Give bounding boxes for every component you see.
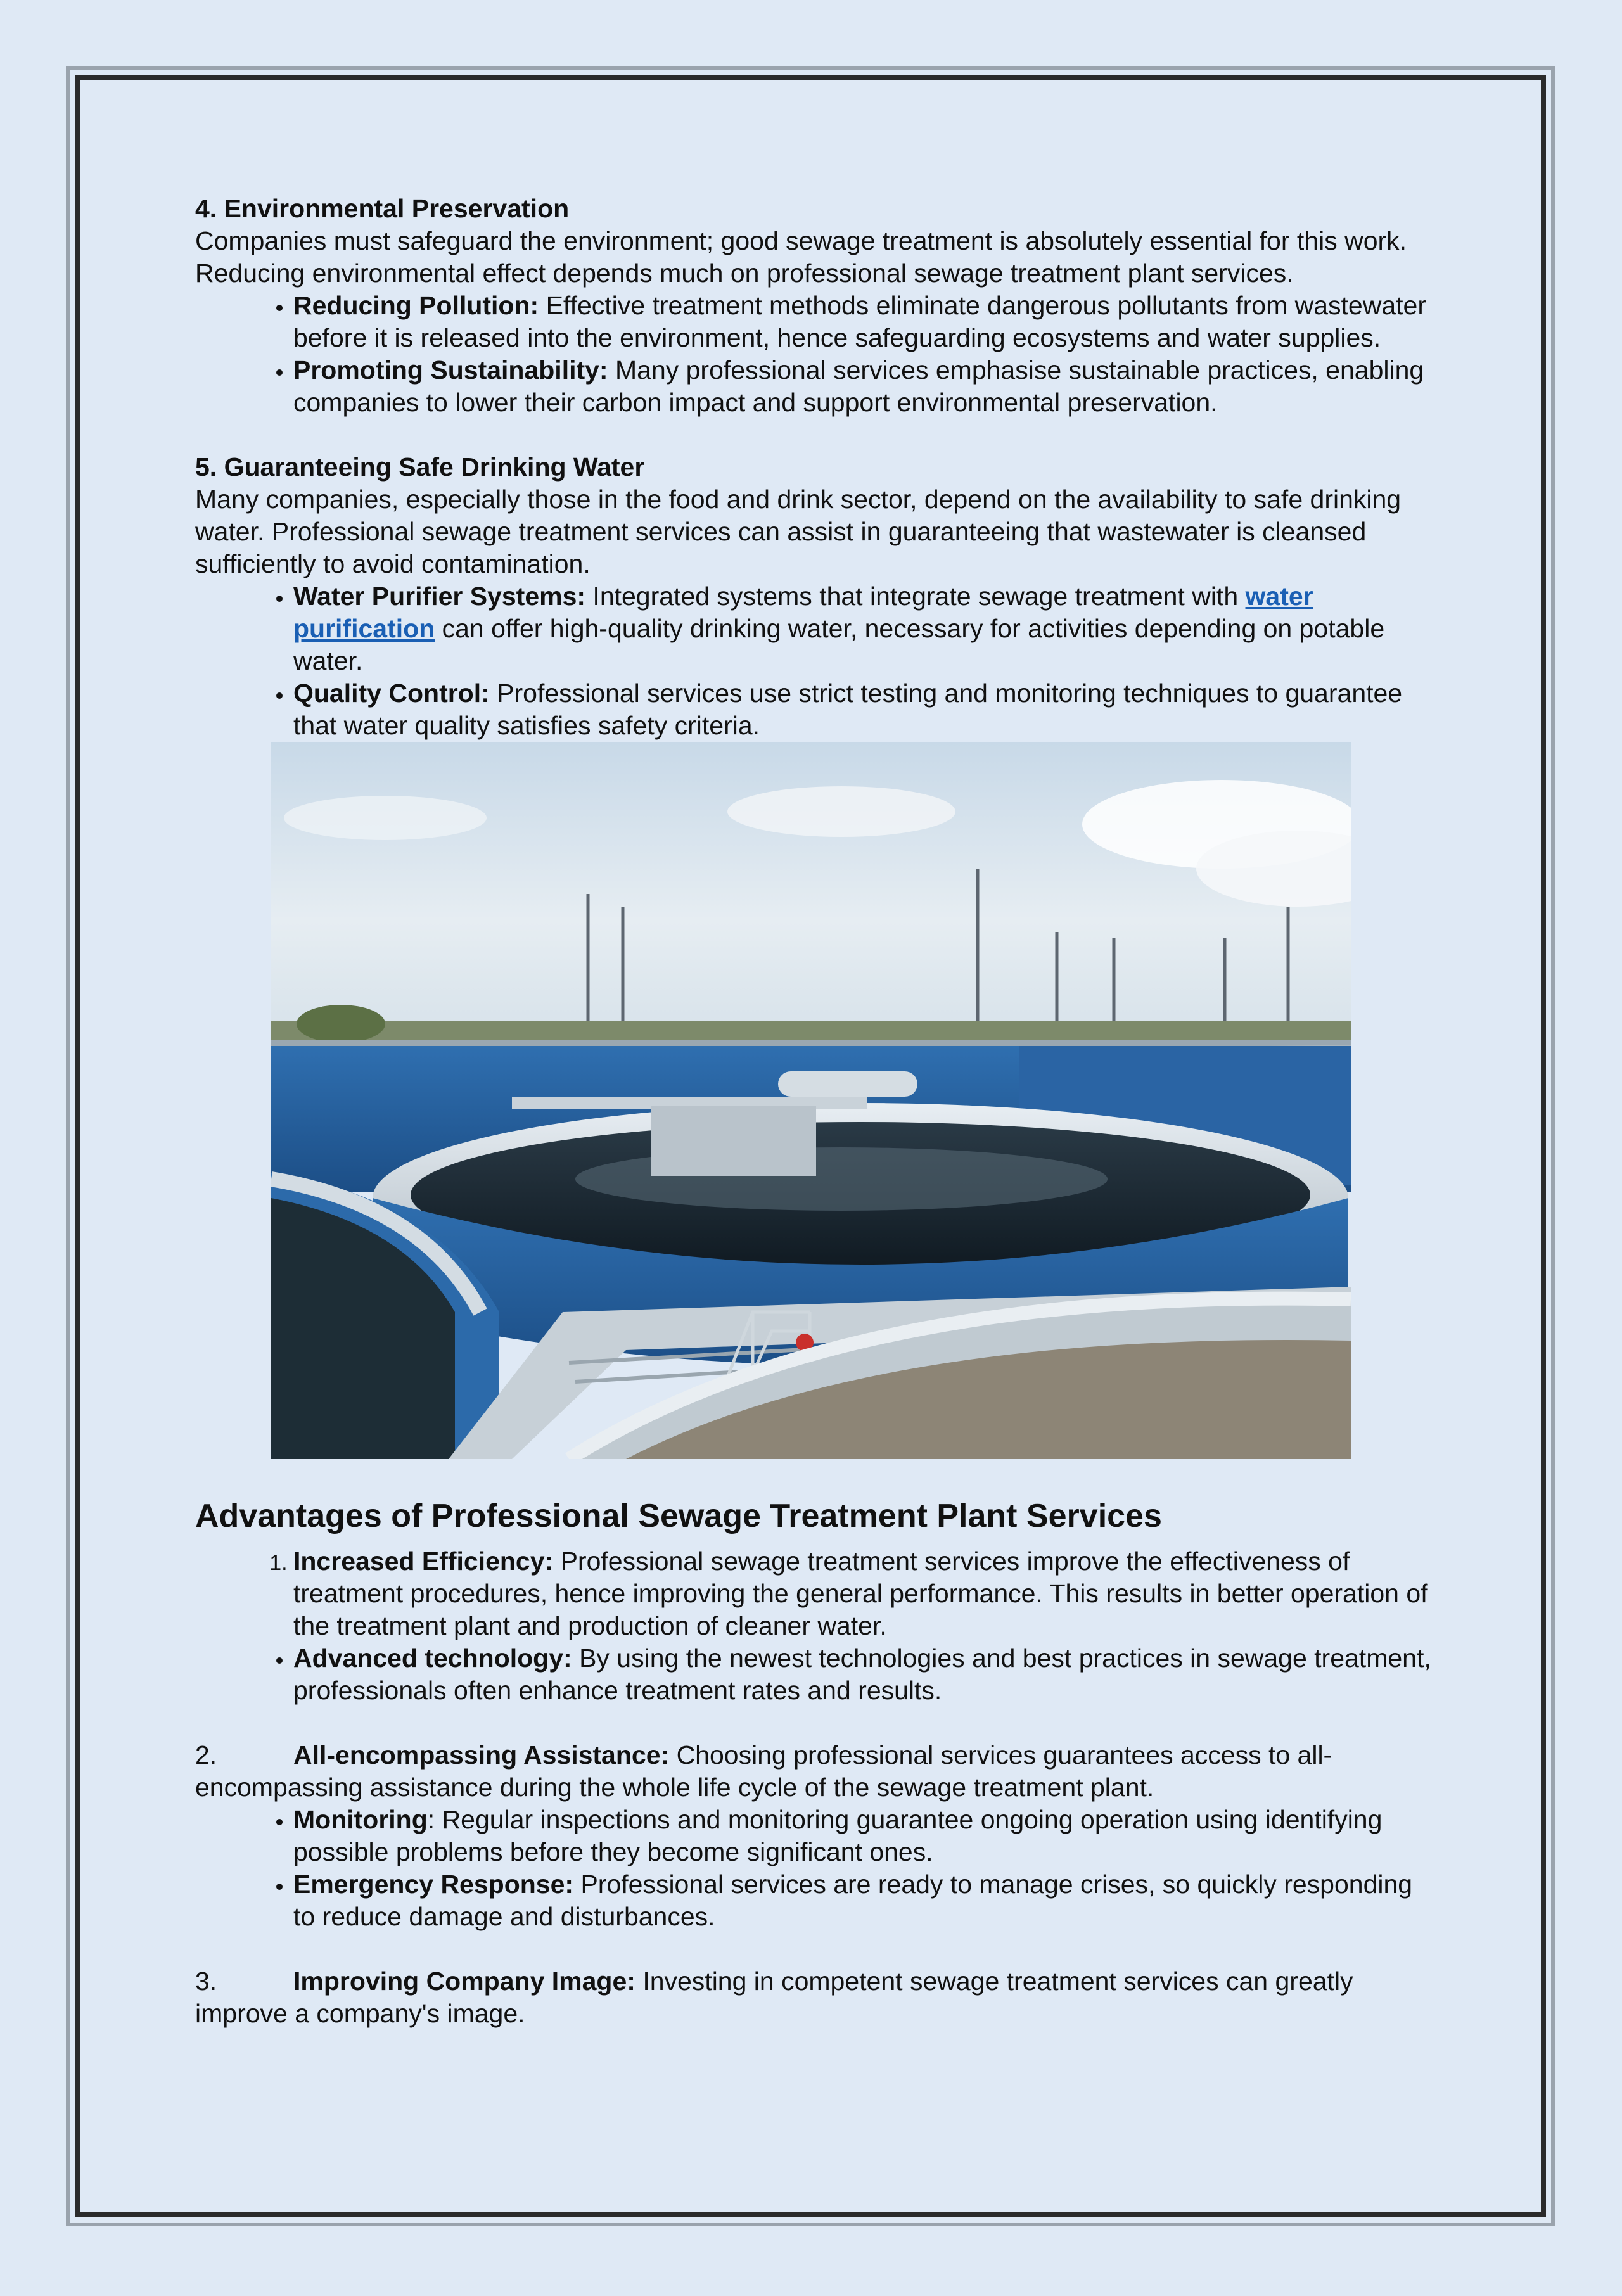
- advantages-heading: Advantages of Professional Sewage Treatment Plant Services: [195, 1498, 1162, 1534]
- list-item: [293, 580, 1437, 677]
- item-label: Increased Efficiency:: [293, 1547, 554, 1576]
- bullet-text: Professional services are ready to manage crises, so quickly responding to reduce damage and disturbances.: [293, 1870, 1413, 1931]
- bullet-text: Professional services use strict testing and monitoring techniques to guarantee that water quality satisfies safety criteria.: [293, 679, 1403, 740]
- document-body: [195, 193, 1437, 2030]
- bullet-text: : Regular inspections and monitoring guarantee ongoing operation using identifying possible problems before they become significant ones.: [293, 1805, 1383, 1866]
- item-number: 3.: [195, 1967, 217, 1996]
- list-item: [293, 1868, 1437, 1933]
- bullet-label: Reducing Pollution:: [293, 291, 539, 320]
- bullet-text: can offer high-quality drinking water, necessary for activities depending on potable water.: [293, 614, 1385, 675]
- bullet-text: Many professional services emphasise sustainable practices, enabling companies to lower their carbon impact and support environmental preservation.: [293, 355, 1424, 417]
- section4-heading: 4. Environmental Preservation: [195, 194, 570, 223]
- advantages-numbered-list: [195, 1545, 1437, 1642]
- advantages-item3: [195, 1965, 1437, 2030]
- list-item: [293, 354, 1437, 419]
- bullet-label: Promoting Sustainability:: [293, 355, 608, 385]
- item-label: All-encompassing Assistance:: [293, 1740, 670, 1770]
- list-item: [293, 1642, 1437, 1707]
- section5-heading: 5. Guaranteeing Safe Drinking Water: [195, 452, 645, 482]
- sewage-plant-photo: [271, 742, 1351, 1459]
- water-purification-link[interactable]: water purification: [293, 582, 1313, 643]
- bullet-label: Emergency Response:: [293, 1870, 574, 1899]
- section5-intro: Many companies, especially those in the food and drink sector, depend on the availability to safe drinking water. Professional sewage treatment services can assist in guaranteeing that wastewater is cleansed sufficiently to avoid contamination.: [195, 485, 1402, 578]
- bullet-text: By using the newest technologies and best practices in sewage treatment, professionals often enhance treatment rates and results.: [293, 1643, 1431, 1705]
- bullet-text: Integrated systems that integrate sewage treatment with: [585, 582, 1246, 611]
- list-item: [293, 1545, 1437, 1642]
- list-item: [293, 290, 1437, 354]
- list-item: [293, 677, 1437, 742]
- section4-intro: Companies must safeguard the environment; good sewage treatment is absolutely essential for this work. Reducing environmental effect depends much on professional sewage treatment plant services.: [195, 226, 1407, 288]
- advantages-item1-bullets: [195, 1642, 1437, 1707]
- item-text: Investing in competent sewage treatment services can greatly improve a company's image.: [195, 1967, 1353, 2028]
- bullet-label: Monitoring: [293, 1805, 428, 1834]
- section5-bullet-list: [195, 580, 1437, 742]
- item-label: Improving Company Image:: [293, 1967, 635, 1996]
- bullet-text: Effective treatment methods eliminate dangerous pollutants from wastewater before it is released into the environment, hence safeguarding ecosystems and water supplies.: [293, 291, 1426, 352]
- bullet-label: Advanced technology:: [293, 1643, 572, 1673]
- section4-bullet-list: [195, 290, 1437, 419]
- advantages-item2-bullets: [195, 1804, 1437, 1933]
- item-text: Choosing professional services guarantees access to all-encompassing assistance during the whole life cycle of the sewage treatment plant.: [195, 1740, 1332, 1802]
- bullet-label: Quality Control:: [293, 679, 490, 708]
- item-number: 2.: [195, 1740, 217, 1770]
- item-text: Professional sewage treatment services improve the effectiveness of treatment procedures, hence improving the general performance. This results in better operation of the treatment plant and production of cleaner water.: [293, 1547, 1428, 1640]
- advantages-item2: [195, 1739, 1437, 1804]
- bullet-label: Water Purifier Systems:: [293, 582, 586, 611]
- list-item: [293, 1804, 1437, 1868]
